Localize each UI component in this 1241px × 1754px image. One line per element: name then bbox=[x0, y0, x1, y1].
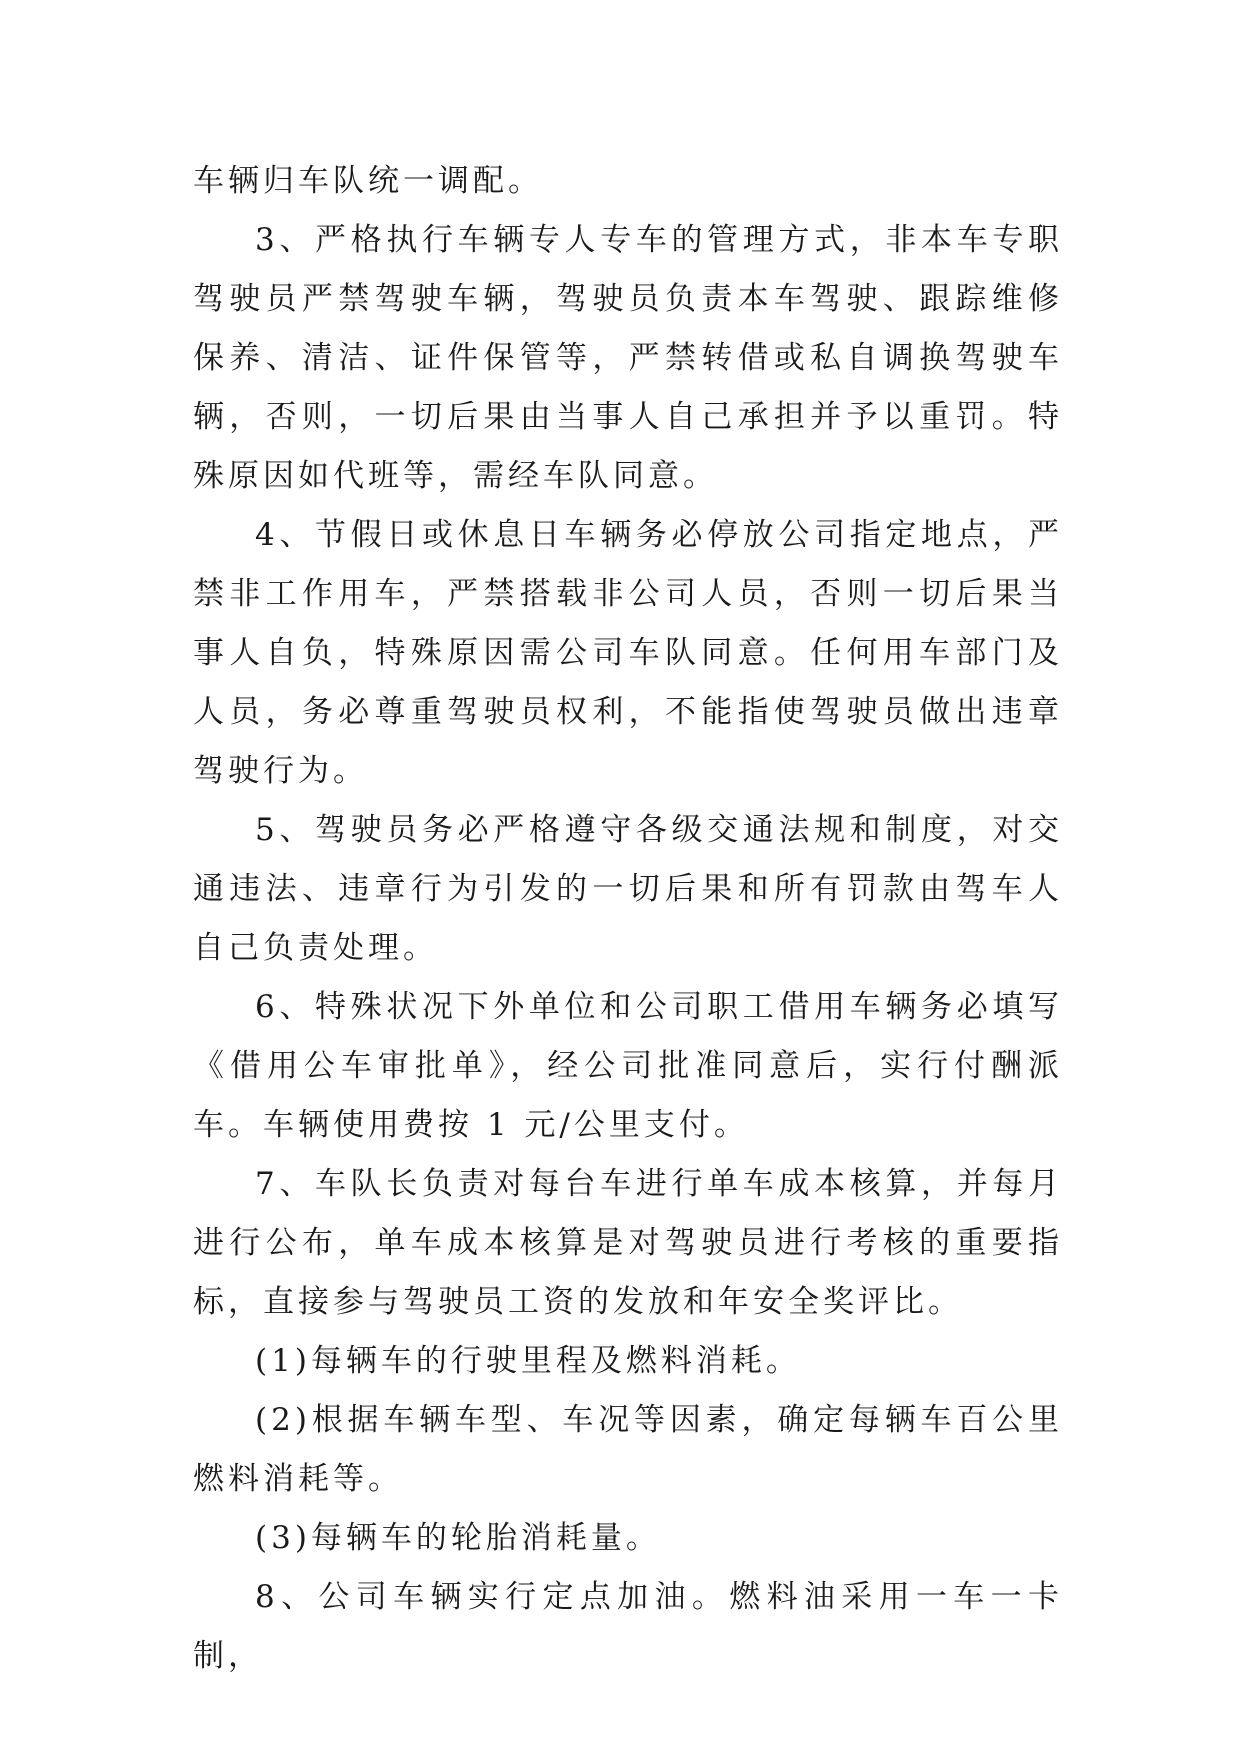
paragraph-rule-8: 8、公司车辆实行定点加油。燃料油采用一车一卡制， bbox=[193, 1579, 1063, 1674]
paragraph-rule-6: 6、特殊状况下外单位和公司职工借用车辆务必填写《借用公车审批单》，经公司批准同意后，实行付酬派车。车辆使用费按 1 元/公里支付。 bbox=[193, 989, 1063, 1143]
paragraph-rule-7: 7、车队长负责对每台车进行单车成本核算，并每月进行公布，单车成本核算是对驾驶员进行考核的重要指标，直接参与驾驶员工资的发放和年安全奖评比。 bbox=[193, 1166, 1063, 1320]
paragraph-rule-3: 3、严格执行车辆专人专车的管理方式，非本车专职驾驶员严禁驾驶车辆，驾驶员负责本车驾驶、跟踪维修保养、清洁、证件保管等，严禁转借或私自调换驾驶车辆，否则，一切后果由当事人自己承担并予以重罚。特殊原因如代班等，需经车队同意。 bbox=[193, 222, 1063, 494]
document-body bbox=[193, 152, 1063, 1686]
paragraph-rule-4: 4、节假日或休息日车辆务必停放公司指定地点，严禁非工作用车，严禁搭载非公司人员，否则一切后果当事人自负，特殊原因需公司车队同意。任何用车部门及人员，务必尊重驾驶员权利，不能指使驾驶员做出违章驾驶行为。 bbox=[193, 517, 1063, 789]
paragraph-item-2: (2)根据车辆车型、车况等因素，确定每辆车百公里燃料消耗等。 bbox=[193, 1402, 1063, 1497]
paragraph-item-3: (3)每辆车的轮胎消耗量。 bbox=[255, 1520, 661, 1556]
paragraph-1: 车辆归车队统一调配。 bbox=[193, 163, 543, 199]
paragraph-item-1: (1)每辆车的行驶里程及燃料消耗。 bbox=[255, 1343, 801, 1379]
paragraph-rule-5: 5、驾驶员务必严格遵守各级交通法规和制度，对交通违法、违章行为引发的一切后果和所有罚款由驾车人自己负责处理。 bbox=[193, 812, 1063, 966]
